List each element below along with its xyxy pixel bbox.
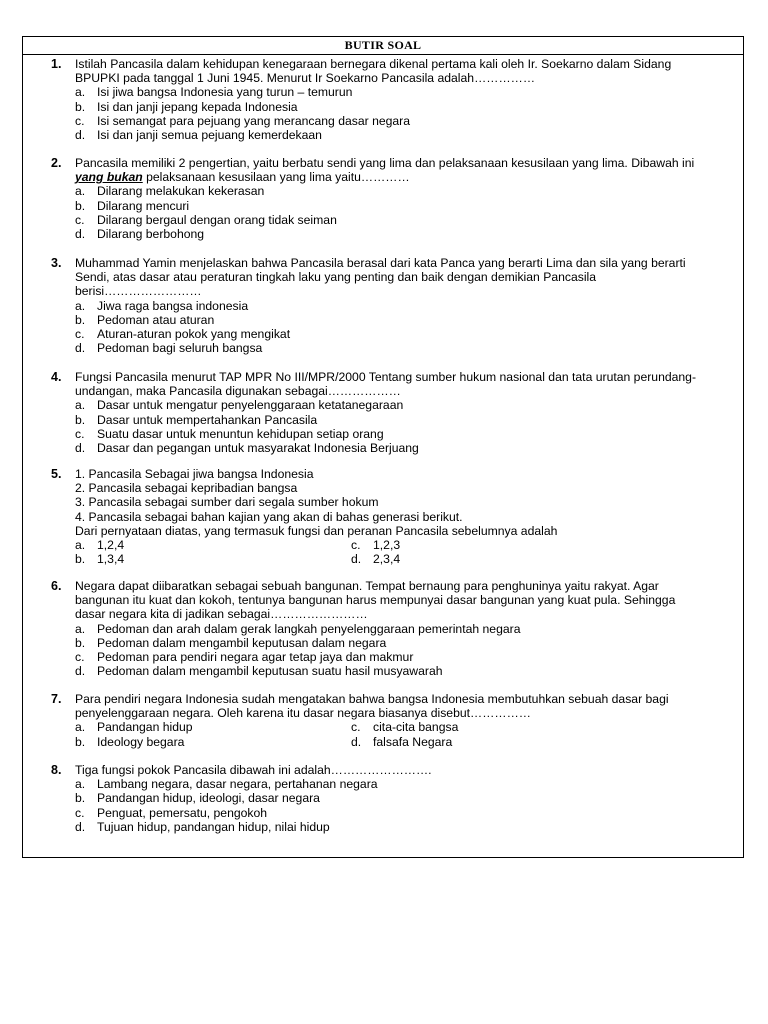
option-b: b. Ideology begara [75, 734, 185, 749]
question-number: 2. [51, 156, 62, 170]
option-d: d. Dilarang berbohong [75, 226, 205, 241]
question-sheet [22, 36, 744, 858]
question-text-line: BPUPKI pada tanggal 1 Juni 1945. Menurut Ir Soekarno Pancasila adalah…………… [75, 71, 536, 86]
option-d: d. Tujuan hidup, pandangan hidup, nilai hidup [75, 819, 330, 834]
option-c: c. 1,2,3 [351, 537, 401, 552]
option-b: b. Pedoman atau aturan [75, 312, 215, 327]
option-a: a. Lambang negara, dasar negara, pertahanan negara [75, 777, 378, 792]
question-text-line: undangan, maka Pancasila digunakan sebagai……………… [75, 384, 401, 399]
emphasis-text: yang bukan [75, 170, 143, 185]
question-text-line: Muhammad Yamin menjelaskan bahwa Pancasila berasal dari kata Panca yang berarti Lima dan sila yang berarti [75, 256, 686, 270]
option-row [75, 552, 715, 566]
option-c: c. Isi semangat para pejuang yang merancang dasar negara [75, 113, 411, 128]
option-a: a. Isi jiwa bangsa Indonesia yang turun – temurun [75, 85, 353, 100]
statement-line: 4. Pancasila sebagai bahan kajian yang akan di bahas generasi berikut. [75, 509, 463, 524]
option-d: d. 2,3,4 [351, 552, 401, 567]
question-text-line: dasar negara kita di jadikan sebagai…………………… [75, 607, 368, 622]
option-c: c. Dilarang bergaul dengan orang tidak seiman [75, 212, 337, 227]
question-text-line: yang bukan pelaksanaan kesusilaan yang lima yaitu………… [75, 170, 410, 185]
option-b: b. 1,3,4 [75, 552, 125, 567]
sheet-header: BUTIR SOAL [23, 37, 743, 55]
question-text-line: Sendi, atas dasar atau peraturan tingkah laku yang penting dan baik dengan demikian Pancasila [75, 270, 597, 285]
question-text-line: Istilah Pancasila dalam kehidupan kenegaraan bernegara dikenal pertama kali oleh Ir. Soekarno dalam Sidang [75, 57, 672, 71]
question-text-line: Pancasila memiliki 2 pengertian, yaitu berbatu sendi yang lima dan pelaksanaan kesusilaan yang lima. Dibawah ini [75, 156, 695, 170]
question-text-line: penyelenggaraan negara. Oleh karena itu dasar negara biasanya disebut…………… [75, 706, 531, 721]
option-row [75, 538, 715, 552]
question-text-line: bangunan itu kuat dan kokoh, tentunya bangunan harus mempunyai dasar bangunan yang kuat pula. Sehingga [75, 593, 676, 608]
option-a: a. Pandangan hidup [75, 720, 193, 735]
question-number: 7. [51, 692, 62, 706]
option-b: b. Pedoman dalam mengambil keputusan dalam negara [75, 635, 387, 650]
question-number: 4. [51, 370, 62, 384]
option-b: b. Isi dan janji jepang kepada Indonesia [75, 99, 298, 114]
option-c: c. Pedoman para pendiri negara agar tetap jaya dan makmur [75, 649, 414, 664]
option-c: c. Suatu dasar untuk menuntun kehidupan setiap orang [75, 426, 384, 441]
option-d: d. Dasar dan pegangan untuk masyarakat Indonesia Berjuang [75, 440, 419, 455]
question-number: 8. [51, 763, 62, 777]
option-c: c. Penguat, pemersatu, pengokoh [75, 805, 268, 820]
option-a: a. Jiwa raga bangsa indonesia [75, 298, 249, 313]
option-b: b. Dilarang mencuri [75, 198, 190, 213]
option-a: a. Pedoman dan arah dalam gerak langkah penyelenggaraan pemerintah negara [75, 621, 521, 636]
option-d: d. Isi dan janji semua pejuang kemerdekaan [75, 127, 322, 142]
option-b: b. Pandangan hidup, ideologi, dasar negara [75, 791, 320, 806]
statement-line: 1. Pancasila Sebagai jiwa bangsa Indonesia [75, 467, 314, 481]
question-text-line: berisi…………………… [75, 284, 202, 299]
option-row [75, 720, 715, 734]
option-d: d. Pedoman dalam mengambil keputusan suatu hasil musyawarah [75, 664, 443, 679]
statement-line: 2. Pancasila sebagai kepribadian bangsa [75, 481, 298, 496]
question-number: 5. [51, 467, 62, 481]
option-d: d. Pedoman bagi seluruh bangsa [75, 341, 263, 356]
question-text-line: Dari pernyataan diatas, yang termasuk fungsi dan peranan Pancasila sebelumnya adalah [75, 523, 558, 538]
question-number: 3. [51, 256, 62, 270]
option-a: a. Dilarang melakukan kekerasan [75, 184, 265, 199]
option-a: a. 1,2,4 [75, 537, 125, 552]
question-text-line: Fungsi Pancasila menurut TAP MPR No III/MPR/2000 Tentang sumber hukum nasional dan tata urutan perundang- [75, 370, 697, 384]
question-text-line: Negara dapat diibaratkan sebagai sebuah bangunan. Tempat bernaung para penghuninya yaitu rakyat. Agar [75, 579, 659, 593]
option-c: c. Aturan-aturan pokok yang mengikat [75, 326, 291, 341]
statement-line: 3. Pancasila sebagai sumber dari segala sumber hokum [75, 495, 379, 510]
question-number: 6. [51, 579, 62, 593]
option-a: a. Dasar untuk mengatur penyelenggaraan ketatanegaraan [75, 398, 404, 413]
question-number: 1. [51, 57, 62, 71]
question-text-line: Tiga fungsi pokok Pancasila dibawah ini adalah……………………. [75, 763, 432, 777]
option-c: c. cita-cita bangsa [351, 720, 459, 735]
option-d: d. falsafa Negara [351, 734, 453, 749]
question-text-line: Para pendiri negara Indonesia sudah mengatakan bahwa bangsa Indonesia membutuhkan sebuah dasar bagi [75, 692, 669, 706]
option-b: b. Dasar untuk mempertahankan Pancasila [75, 412, 318, 427]
option-row [75, 735, 715, 749]
